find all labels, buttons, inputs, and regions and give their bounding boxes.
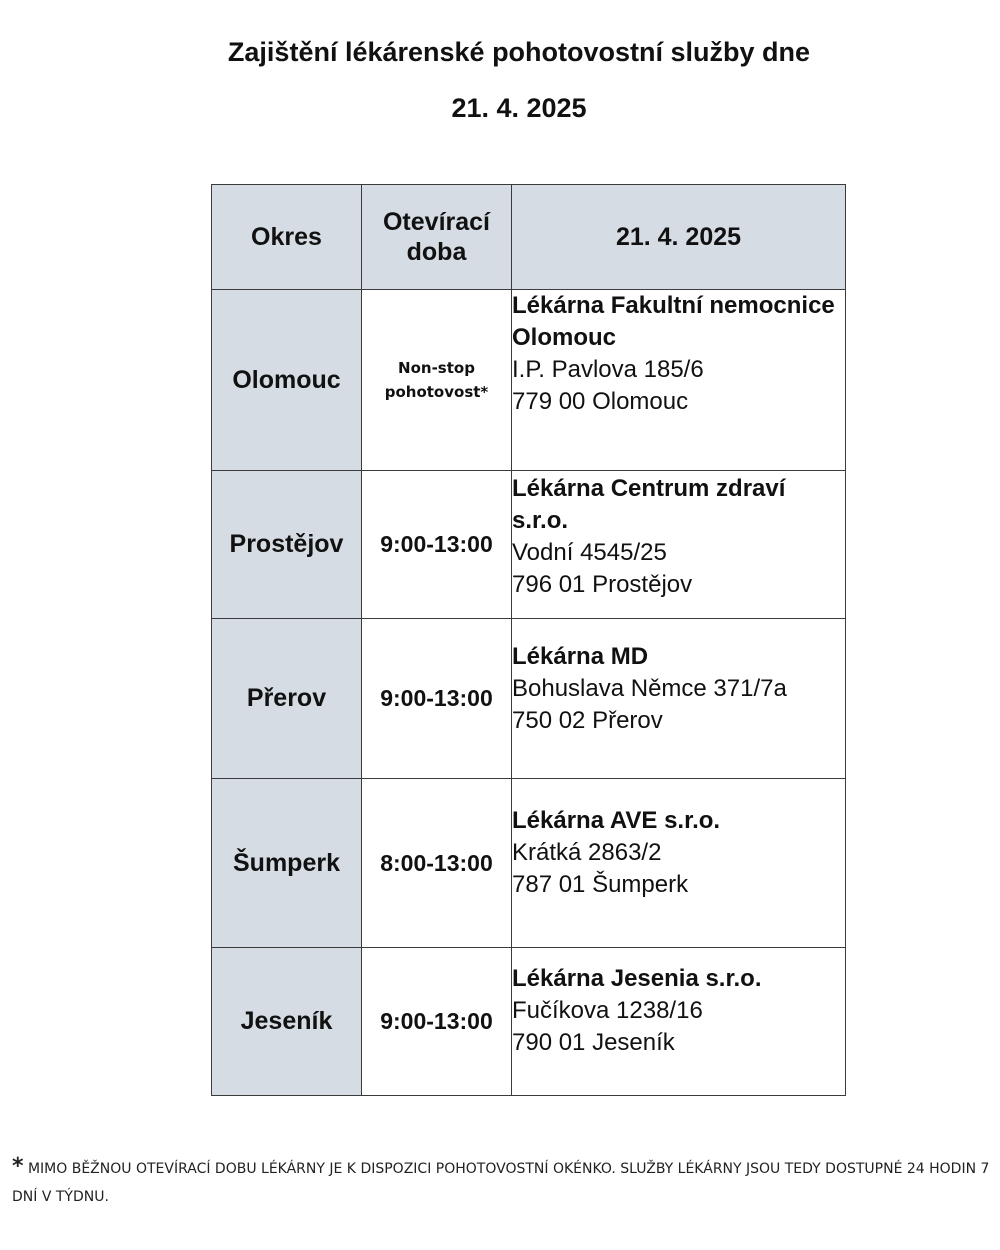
pharmacy-name: Lékárna Fakultní nemocnice Olomouc [512, 292, 835, 351]
pharmacy-name: Lékárna AVE s.r.o. [512, 807, 721, 834]
page-title: Zajištění lékárenské pohotovostní služby dne [227, 37, 811, 67]
table-row [212, 948, 846, 1096]
footnote-marker: * [12, 1154, 24, 1179]
table-header-row [212, 185, 846, 290]
hours-cell: 8:00-13:00 [362, 779, 512, 948]
pharmacy-cell [512, 290, 846, 471]
pharmacy-city: 787 01 Šumperk [512, 871, 689, 898]
pharmacy-city: 790 01 Jeseník [512, 1029, 675, 1056]
footnote [12, 1153, 994, 1211]
hours-cell: 9:00-13:00 [362, 471, 512, 619]
pharmacy-name: Lékárna Jesenia s.r.o. [512, 965, 762, 992]
header-date: 21. 4. 2025 [512, 185, 846, 290]
pharmacy-name: Lékárna MD [512, 643, 649, 670]
page-subtitle-date: 21. 4. 2025 [451, 93, 587, 123]
hours-text: Non-stop pohotovost* [384, 359, 489, 401]
hours-cell [362, 290, 512, 471]
district-cell: Jeseník [212, 948, 362, 1096]
pharmacy-city: 779 00 Olomouc [512, 388, 689, 415]
footnote-text: MIMO BĚŽNOU OTEVÍRACÍ DOBU LÉKÁRNY JE K DISPOZICI POHOTOVOSTNÍ OKÉNKO. SLUŽBY LÉKÁRNY JSOU TEDY DOSTUPNÉ 24 HODIN 7 DNÍ V TÝDNU. [12, 1161, 990, 1205]
pharmacy-street: Krátká 2863/2 [512, 839, 662, 866]
table-row [212, 619, 846, 779]
pharmacy-cell [512, 948, 846, 1096]
header-opening-hours [362, 185, 512, 290]
hours-cell: 9:00-13:00 [362, 619, 512, 779]
pharmacy-cell [512, 779, 846, 948]
pharmacy-duty-table [211, 184, 846, 1096]
table-row [212, 779, 846, 948]
table-row [212, 471, 846, 619]
district-cell: Olomouc [212, 290, 362, 471]
district-cell: Šumperk [212, 779, 362, 948]
district-cell: Prostějov [212, 471, 362, 619]
pharmacy-cell [512, 619, 846, 779]
pharmacy-street: Vodní 4545/25 [512, 539, 667, 566]
pharmacy-name: Lékárna Centrum zdraví s.r.o. [512, 475, 786, 534]
district-cell: Přerov [212, 619, 362, 779]
header-opening-hours-label: Otevírací doba [382, 208, 490, 266]
pharmacy-street: Fučíkova 1238/16 [512, 997, 703, 1024]
hours-cell: 9:00-13:00 [362, 948, 512, 1096]
pharmacy-street: Bohuslava Němce 371/7a [512, 675, 787, 702]
header-district: Okres [212, 185, 362, 290]
pharmacy-city: 796 01 Prostějov [512, 571, 693, 598]
pharmacy-city: 750 02 Přerov [512, 707, 663, 734]
pharmacy-street: I.P. Pavlova 185/6 [512, 356, 704, 383]
pharmacy-cell [512, 471, 846, 619]
table-row [212, 290, 846, 471]
